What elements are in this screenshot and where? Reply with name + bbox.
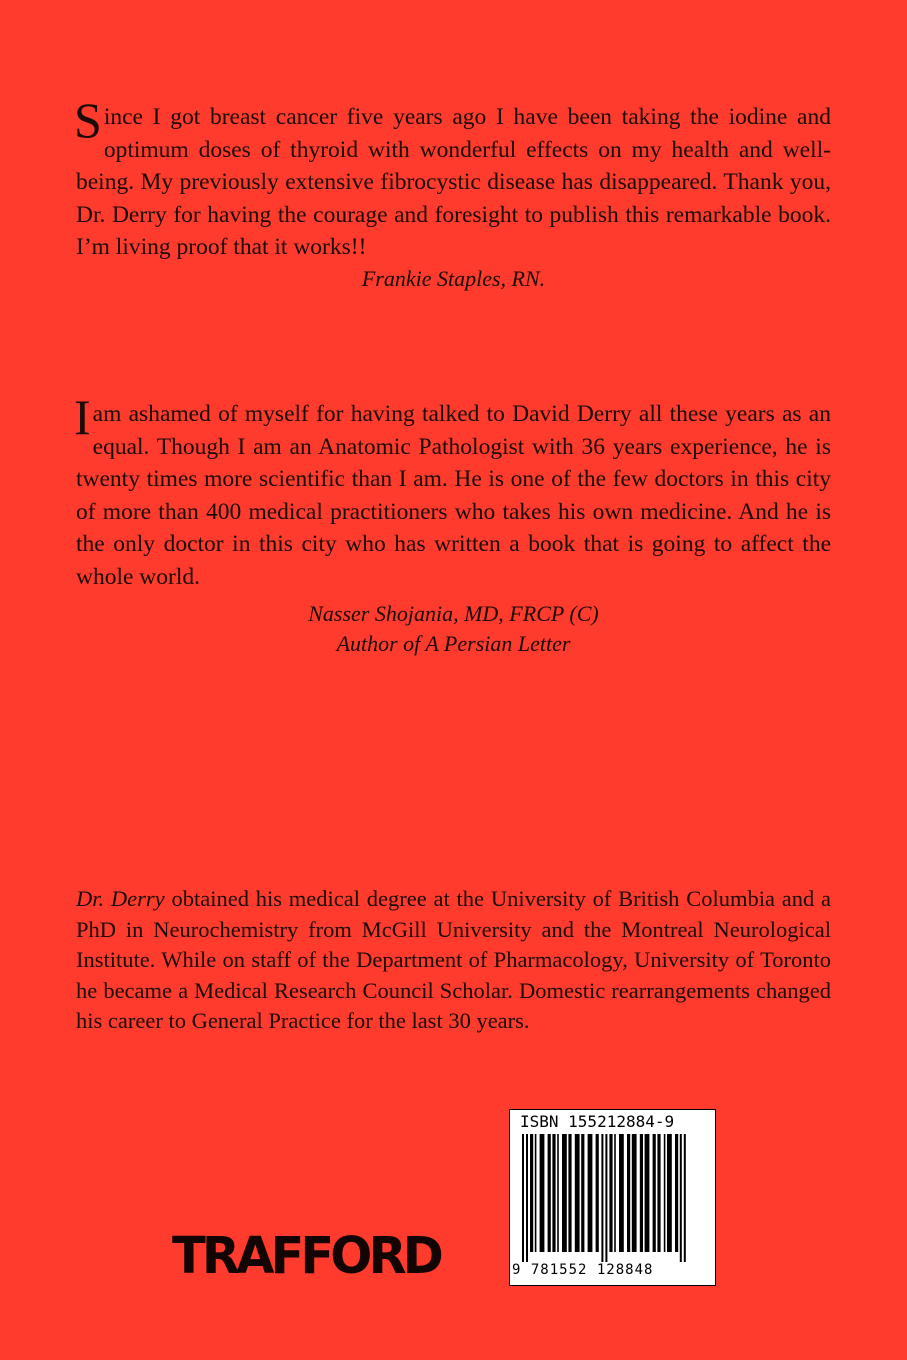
barcode-bar <box>522 1134 524 1262</box>
barcode-bar <box>540 1134 545 1252</box>
barcode-bar <box>675 1134 678 1252</box>
barcode-bar <box>552 1134 555 1252</box>
testimonial-1-body: ince I got breast cancer five years ago I have been taking the iodine and optimum doses of thyroid with wonderful effects on my health and well-being. My previously extensive fibrocystic disease has disappeared. Thank you, Dr. Derry for having the courage and foresight to publish this remarkable book. I’m living proof that it works!! <box>76 104 831 260</box>
barcode-bar <box>530 1134 533 1252</box>
barcode-bar <box>557 1134 559 1252</box>
barcode-bar <box>653 1134 656 1252</box>
barcode-bar <box>627 1134 630 1252</box>
testimonial-2-text <box>74 389 831 593</box>
barcode-bar <box>535 1134 537 1252</box>
testimonial-2-attribution: Nasser Shojania, MD, FRCP (C) <box>308 601 599 626</box>
publisher-logo: TRAFFORD <box>172 1227 440 1286</box>
testimonial-1-attribution: Frankie Staples, RN. <box>361 265 546 291</box>
barcode-bar <box>614 1134 616 1252</box>
barcode-bar <box>667 1134 672 1252</box>
testimonial-2-dropcap: I <box>74 389 91 445</box>
barcode-bar <box>645 1134 650 1252</box>
barcode-bar <box>684 1134 686 1262</box>
barcode-bar <box>601 1134 603 1262</box>
author-bio <box>76 884 831 1037</box>
barcode-bar <box>657 1134 660 1252</box>
barcode-bar <box>632 1134 637 1252</box>
isbn-label: ISBN 155212884-9 <box>520 1112 675 1131</box>
barcode-bar <box>588 1134 593 1252</box>
testimonial-2-attribution-book: Author of A Persian Letter <box>336 631 571 656</box>
barcode-bar <box>664 1134 666 1252</box>
barcode-bars <box>516 1134 710 1262</box>
barcode-bar <box>575 1134 580 1252</box>
testimonial-1 <box>74 92 831 294</box>
barcode-bar <box>640 1134 643 1252</box>
barcode-bar <box>581 1134 584 1252</box>
testimonial-1-dropcap: S <box>74 92 102 148</box>
barcode-bar <box>568 1134 571 1252</box>
barcode-bar <box>548 1134 551 1252</box>
barcode-bar <box>609 1134 612 1252</box>
barcode-bar <box>605 1134 607 1262</box>
testimonial-2-body: am ashamed of myself for having talked to David Derry all these years as an equal. Though I am an Anatomic Pathologist with 36 years experience, he is twenty times more scientific than I am. He is one of the few doctors in this city of more than 400 medical practitioners who takes his own medicine. And he is the only doctor in this city who has written a book that is going to affect the whole world. <box>76 401 831 590</box>
testimonial-2 <box>74 389 831 659</box>
barcode-bar <box>619 1134 624 1252</box>
barcode-bar <box>526 1134 528 1262</box>
testimonial-1-text <box>74 92 831 264</box>
author-bio-text: obtained his medical degree at the University of British Columbia and a PhD in Neurochemistry from McGill University and the Montreal Neurological Institute. While on staff of the Department of Pharmacology, University of Toronto he became a Medical Research Council Scholar. Domestic rearrangements changed his career to General Practice for the last 30 years. <box>76 886 831 1033</box>
isbn-barcode <box>509 1109 716 1286</box>
author-name: Dr. Derry <box>76 886 165 911</box>
barcode-bar <box>596 1134 599 1252</box>
barcode-bar <box>562 1134 567 1252</box>
ean-digits: 9 781552 128848 <box>512 1262 654 1278</box>
barcode-bar <box>680 1134 682 1262</box>
